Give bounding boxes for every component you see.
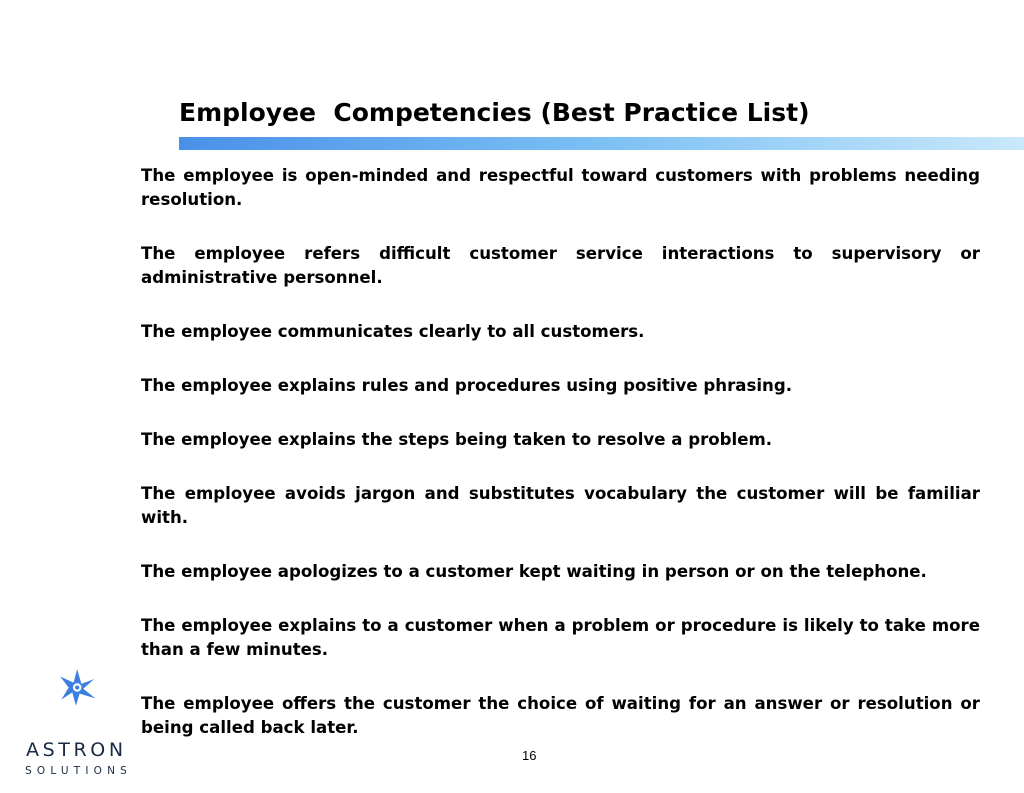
competency-item: The employee avoids jargon and substitutes vocabulary the customer will be familiar with. xyxy=(141,484,980,527)
competency-item: The employee explains the steps being taken to resolve a problem. xyxy=(141,430,773,449)
competency-item: The employee communicates clearly to all customers. xyxy=(141,322,645,341)
logo-subtitle: SOLUTIONS xyxy=(25,765,133,777)
competency-item: The employee explains rules and procedures using positive phrasing. xyxy=(141,376,793,395)
page-number: 16 xyxy=(522,748,537,763)
logo-wordmark: ASTRON xyxy=(26,739,127,761)
competency-list xyxy=(141,164,980,770)
competency-item: The employee explains to a customer when a problem or procedure is likely to take more than a few minutes. xyxy=(141,616,980,659)
competency-item: The employee is open-minded and respectful toward customers with problems needing resolution. xyxy=(141,166,980,209)
competency-item: The employee offers the customer the choice of waiting for an answer or resolution or being called back later. xyxy=(141,694,980,737)
competency-item: The employee refers difficult customer service interactions to supervisory or administrative personnel. xyxy=(141,244,980,287)
title-underline-bar xyxy=(179,137,1024,150)
astron-star-icon xyxy=(24,668,134,738)
competency-item: The employee apologizes to a customer kept waiting in person or on the telephone. xyxy=(141,562,927,581)
slide-title: Employee Competencies (Best Practice List) xyxy=(179,98,810,127)
